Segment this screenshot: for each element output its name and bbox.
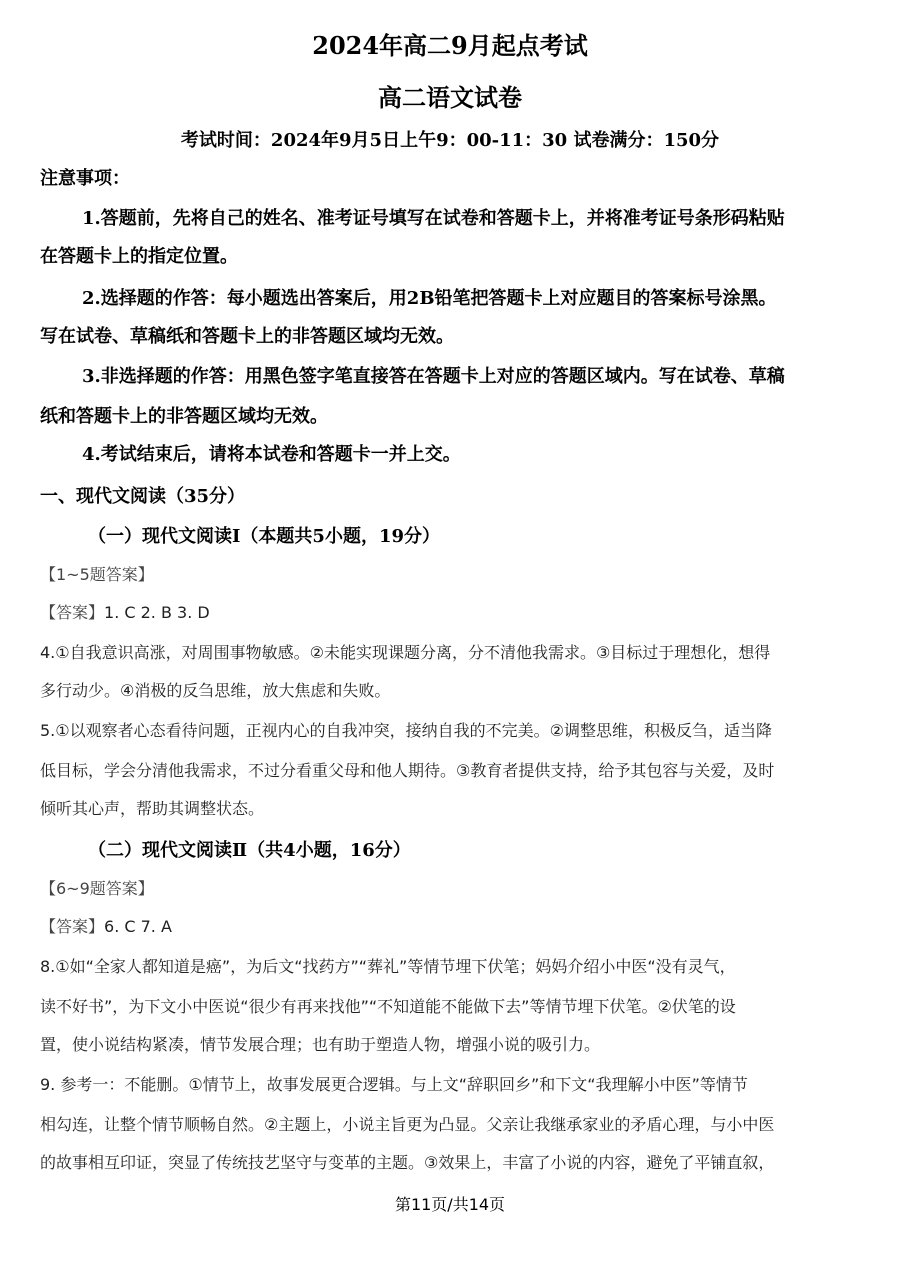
notice-line: 3.非选择题的作答：用黑色签字笔直接答在答题卡上对应的答题区域内。写在试卷、草稿 xyxy=(82,366,785,387)
answer-label: 【答案】 xyxy=(40,603,105,622)
q8-line: 置，使小说结构紧凑，情节发展合理；也有助于塑造人物，增强小说的吸引力。 xyxy=(40,1035,601,1054)
notice-line: 4.考试结束后，请将本试卷和答题卡一并上交。 xyxy=(82,444,461,465)
q9-line: 相勾连，让整个情节顺畅自然。②主题上，小说主旨更为凸显。父亲让我继承家业的矛盾心理，与小中医 xyxy=(40,1115,775,1134)
answer-line xyxy=(40,914,862,937)
answer-tag: 【1~5题答案】 xyxy=(40,565,154,584)
q4-line: 多行动少。④消极的反刍思维，放大焦虑和失败。 xyxy=(40,681,391,700)
notice-line: 1.答题前，先将自己的姓名、准考证号填写在试卷和答题卡上，并将准考证号条形码粘贴 xyxy=(82,208,785,229)
answer-line xyxy=(40,600,862,623)
section-heading: 一、现代文阅读（35分） xyxy=(40,486,246,507)
page-number: 第11页/共14页 xyxy=(394,1195,506,1214)
answer-tag: 【6~9题答案】 xyxy=(40,879,154,898)
q5-line: 倾听其心声，帮助其调整状态。 xyxy=(40,799,265,818)
notice-heading: 注意事项： xyxy=(40,168,130,189)
q9-line: 的故事相互印证，突显了传统技艺坚守与变革的主题。③效果上，丰富了小说的内容，避免了平铺直叙， xyxy=(40,1153,775,1172)
exam-title: 2024年高二9月起点考试 xyxy=(312,31,588,60)
q5-line: 5.①以观察者心态看待问题，正视内心的自我冲突，接纳自我的不完美。②调整思维，积极反刍，适当降 xyxy=(40,721,772,740)
q8-line: 读不好书”，为下文小中医说“很少有再来找他”“不知道能不能做下去”等情节埋下伏笔。②伏笔的设 xyxy=(40,997,736,1016)
notice-line: 在答题卡上的指定位置。 xyxy=(40,246,238,267)
q5-line: 低目标，学会分清他我需求，不过分看重父母和他人期待。③教育者提供支持，给予其包容与关爱，及时 xyxy=(40,761,775,780)
q4-line: 4.①自我意识高涨，对周围事物敏感。②未能实现课题分离，分不清他我需求。③目标过于理想化，想得 xyxy=(40,643,771,662)
exam-subtitle: 高二语文试卷 xyxy=(378,83,522,112)
q9-line: 9. 参考一：不能删。①情节上，故事发展更合逻辑。与上文“辞职回乡”和下文“我理解小中医”等情节 xyxy=(40,1075,748,1094)
part-heading: （一）现代文阅读Ⅰ（本题共5小题，19分） xyxy=(88,526,440,547)
notice-line: 纸和答题卡上的非答题区域均无效。 xyxy=(40,406,328,427)
notice-line: 2.选择题的作答：每小题选出答案后，用2B铅笔把答题卡上对应题目的答案标号涂黑。 xyxy=(82,288,777,309)
part-heading: （二）现代文阅读Ⅱ（共4小题，16分） xyxy=(88,840,411,861)
answer-choices: 6. C 7. A xyxy=(104,917,172,936)
exam-info: 考试时间：2024年9月5日上午9：00-11：30 试卷满分：150分 xyxy=(180,130,720,151)
answer-label: 【答案】 xyxy=(40,917,105,936)
notice-line: 写在试卷、草稿纸和答题卡上的非答题区域均无效。 xyxy=(40,326,454,347)
answer-choices: 1. C 2. B 3. D xyxy=(104,603,210,622)
q8-line: 8.①如“全家人都知道是癌”，为后文“找药方”“葬礼”等情节埋下伏笔；妈妈介绍小中医“没有灵气， xyxy=(40,957,736,976)
